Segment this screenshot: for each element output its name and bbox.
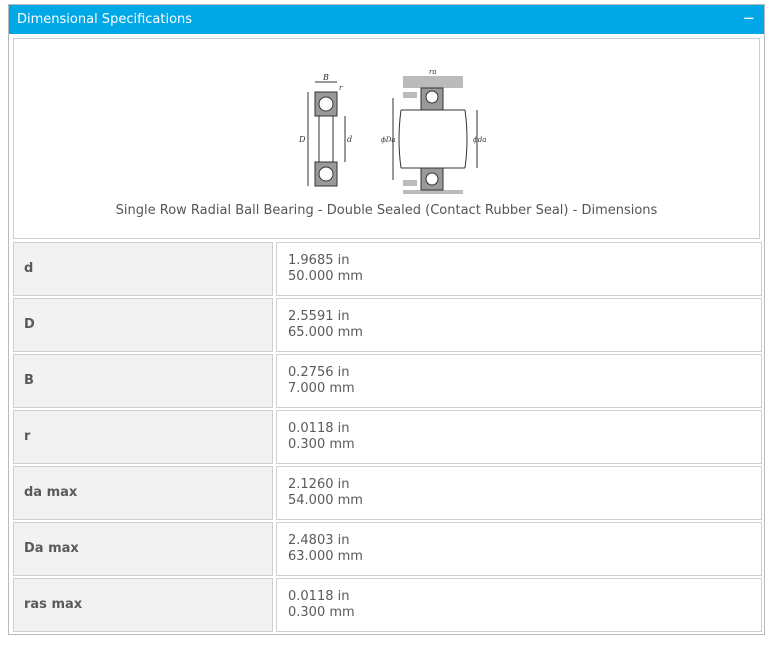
spec-row-B [13,354,762,408]
spec-label: Da max [13,522,273,576]
spec-value-in: 0.0118 in [288,421,350,436]
spec-value-in: 0.2756 in [288,365,350,380]
spec-label: da max [13,466,273,520]
spec-value-mm: 0.300 mm [288,605,355,620]
spec-row-D [13,298,762,352]
spec-value-in: 2.5591 in [288,309,350,324]
label-d: d [347,135,353,144]
spec-row-Da-max [13,522,762,576]
spec-value [276,578,762,632]
spec-value-mm: 65.000 mm [288,325,363,340]
spec-value-mm: 63.000 mm [288,549,363,564]
collapse-icon[interactable]: − [742,9,755,27]
spec-value-mm: 54.000 mm [288,493,363,508]
bearing-cross-section [308,82,345,186]
mounted-bearing-view [393,76,477,194]
spec-row-d [13,242,762,296]
spec-row-da-max [13,466,762,520]
label-r: r [339,84,343,92]
label-ra: ra [429,68,437,76]
spec-value-mm: 0.300 mm [288,437,355,452]
bearing-figure [13,38,760,239]
panel-header[interactable] [9,5,764,34]
spec-value [276,410,762,464]
spec-value [276,354,762,408]
spec-value [276,466,762,520]
spec-label: r [13,410,273,464]
spec-value [276,298,762,352]
spec-value [276,242,762,296]
label-B: B [323,73,329,82]
spec-row-ras-max [13,578,762,632]
spec-value-in: 2.1260 in [288,477,350,492]
spec-value-mm: 7.000 mm [288,381,355,396]
dimensional-specifications-panel [8,4,765,635]
figure-caption: Single Row Radial Ball Bearing - Double Sealed (Contact Rubber Seal) - Dimensions [115,203,658,218]
label-Da: ϕDa [381,136,396,144]
spec-label: B [13,354,273,408]
spec-label: D [13,298,273,352]
spec-value-in: 2.4803 in [288,533,350,548]
spec-value-in: 1.9685 in [288,253,350,268]
label-da: ϕda [473,136,487,144]
spec-value [276,522,762,576]
label-D: D [299,135,306,144]
spec-row-r [13,410,762,464]
panel-title: Dimensional Specifications [17,12,193,27]
spec-label: d [13,242,273,296]
spec-label: ras max [13,578,273,632]
spec-value-in: 0.0118 in [288,589,350,604]
bearing-dimensions-diagram [289,64,489,194]
spec-value-mm: 50.000 mm [288,269,363,284]
